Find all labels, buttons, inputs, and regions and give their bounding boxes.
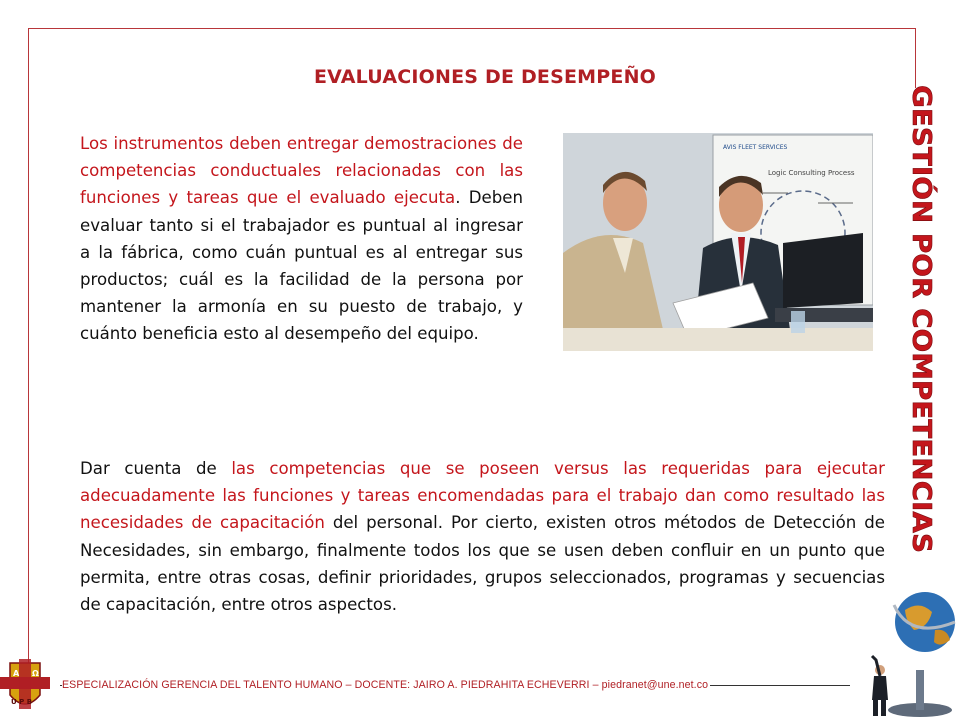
paragraph-1 [80, 130, 523, 348]
side-title-text: GESTIÓN POR COMPETENCIAS [906, 85, 936, 523]
frame-top-border [28, 28, 916, 29]
side-title-vertical [905, 85, 939, 555]
slide-title: EVALUACIONES DE DESEMPEÑO [313, 66, 657, 88]
paragraph-2-intro: Dar cuenta de [80, 459, 232, 478]
paragraph-2 [80, 455, 885, 618]
frame-left-border [28, 28, 29, 668]
crest-letter-omega: Ω [32, 669, 39, 678]
paragraph-1-highlight: Los instrumentos deben entregar demostraciones de competencias conductuales relacionadas con las funciones y tareas que el evaluado ejecuta [80, 134, 523, 208]
globe-with-businessman-art [850, 560, 960, 720]
whiteboard-title: Logic Consulting Process [768, 169, 855, 177]
paragraph-1-text: . Deben evaluar tanto si el trabajador es puntual al ingresar a la fábrica, como cuán puntual es al entregar sus productos; cuál es la facilidad de la persona por mantener la armonía en su puesto de trabajo, y cuánto beneficia esto al desempeño del equipo. [80, 188, 524, 344]
whiteboard-brand: AVIS FLEET SERVICES [723, 144, 788, 151]
business-meeting-photo [563, 133, 873, 351]
footer-text: ESPECIALIZACIÓN GERENCIA DEL TALENTO HUMANO – DOCENTE: JAIRO A. PIEDRAHITA ECHEVERRI – piedranet@une.net.co [62, 679, 709, 691]
meeting-illustration [563, 133, 873, 351]
crest-letter-a: A [13, 669, 20, 678]
crest-letters-upb: U P B [11, 698, 33, 706]
paragraph-2-highlight: las competencias que se poseen versus las requeridas para ejecutar adecuadamente las funciones y tareas encomendadas para el trabajo dan como resultado las necesidades de capacitación [80, 459, 885, 533]
paragraph-2-text: del personal. Por cierto, existen otros métodos de Detección de Necesidades, sin embargo, finalmente todos los que se usen deben confluir en un punto que permita, entre otras cosas, definir prioridades, grupos seleccionados, programas y secuencias de capacitación, entre otros aspectos. [80, 513, 885, 615]
university-crest-logo [0, 655, 50, 715]
